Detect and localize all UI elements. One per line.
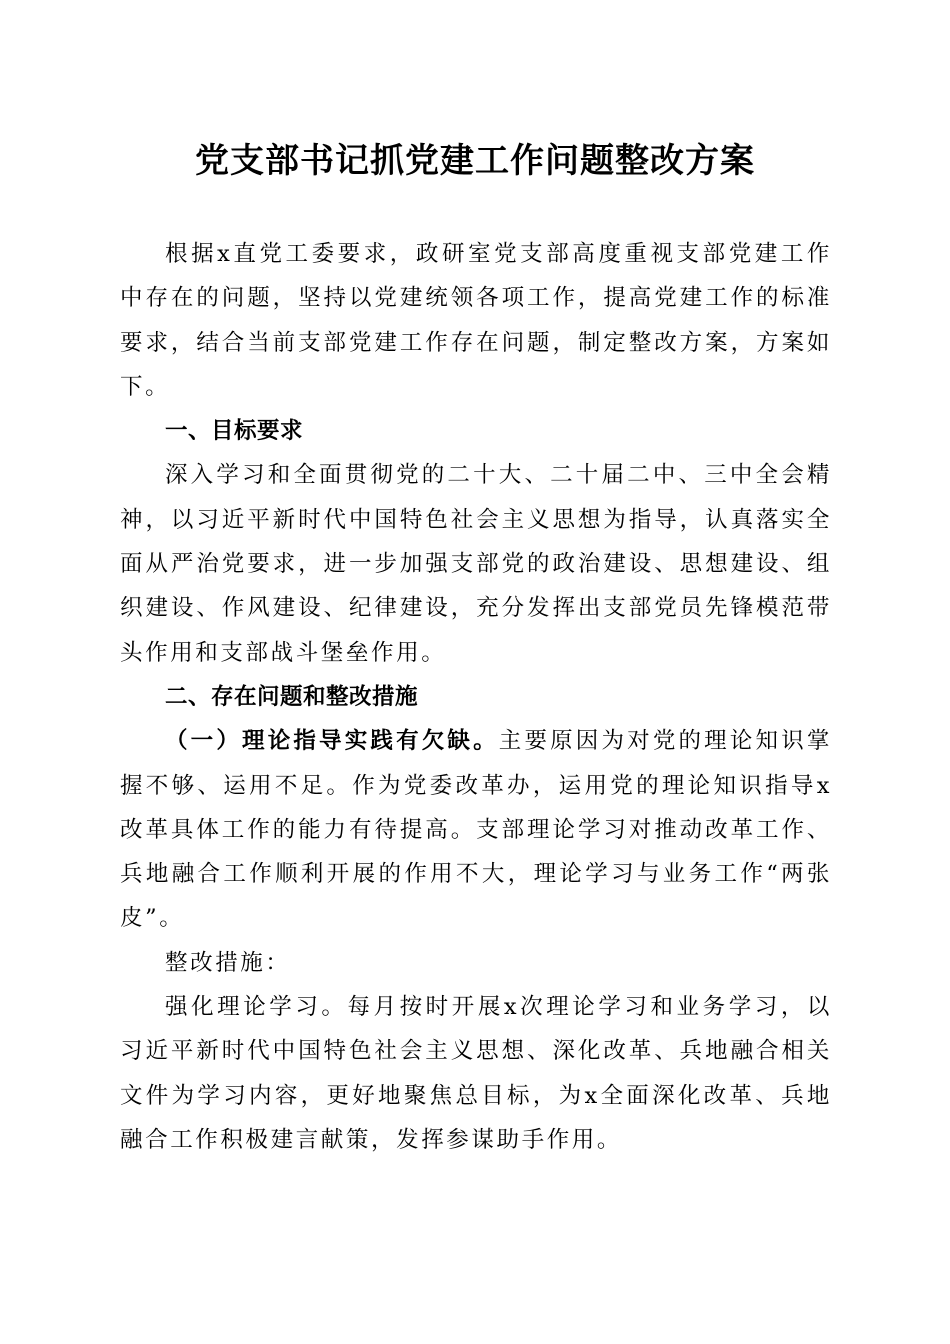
measures-paragraph: 强化理论学习。每月按时开展x次理论学习和业务学习，以习近平新时代中国特色社会主义思想、深化改革、兵地融合相关文件为学习内容，更好地聚焦总目标，为x全面深化改革、兵地融合工作积极建言献策，发挥参谋助手作用。	[120, 994, 832, 1153]
problem-text: 主要原因为对党的理论知识掌握不够、运用不足。作为党委改革办，运用党的理论知识指导x改革具体工作的能力有待提高。支部理论学习对推动改革工作、兵地融合工作顺利开展的作用不大，理论学习与业务工作“两张皮”。	[120, 728, 832, 932]
document-body	[120, 232, 832, 1162]
section-heading-goals: 一、目标要求	[165, 418, 304, 445]
problem-lead: （一）理论指导实践有欠缺。	[165, 728, 499, 755]
goals-paragraph: 深入学习和全面贯彻党的二十大、二十届二中、三中全会精神，以习近平新时代中国特色社会主义思想为指导，认真落实全面从严治党要求，进一步加强支部党的政治建设、思想建设、组织建设、作风建设、纪律建设，充分发挥出支部党员先锋模范带头作用和支部战斗堡垒作用。	[120, 462, 832, 666]
intro-paragraph: 根据x直党工委要求，政研室党支部高度重视支部党建工作中存在的问题，坚持以党建统领各项工作，提高党建工作的标准要求，结合当前支部党建工作存在问题，制定整改方案，方案如下。	[120, 241, 832, 400]
problem-paragraph	[120, 719, 832, 940]
document-title: 党支部书记抓党建工作问题整改方案	[195, 141, 755, 181]
section-heading-problems: 二、存在问题和整改措施	[165, 683, 419, 710]
measures-label: 整改措施：	[165, 949, 291, 976]
